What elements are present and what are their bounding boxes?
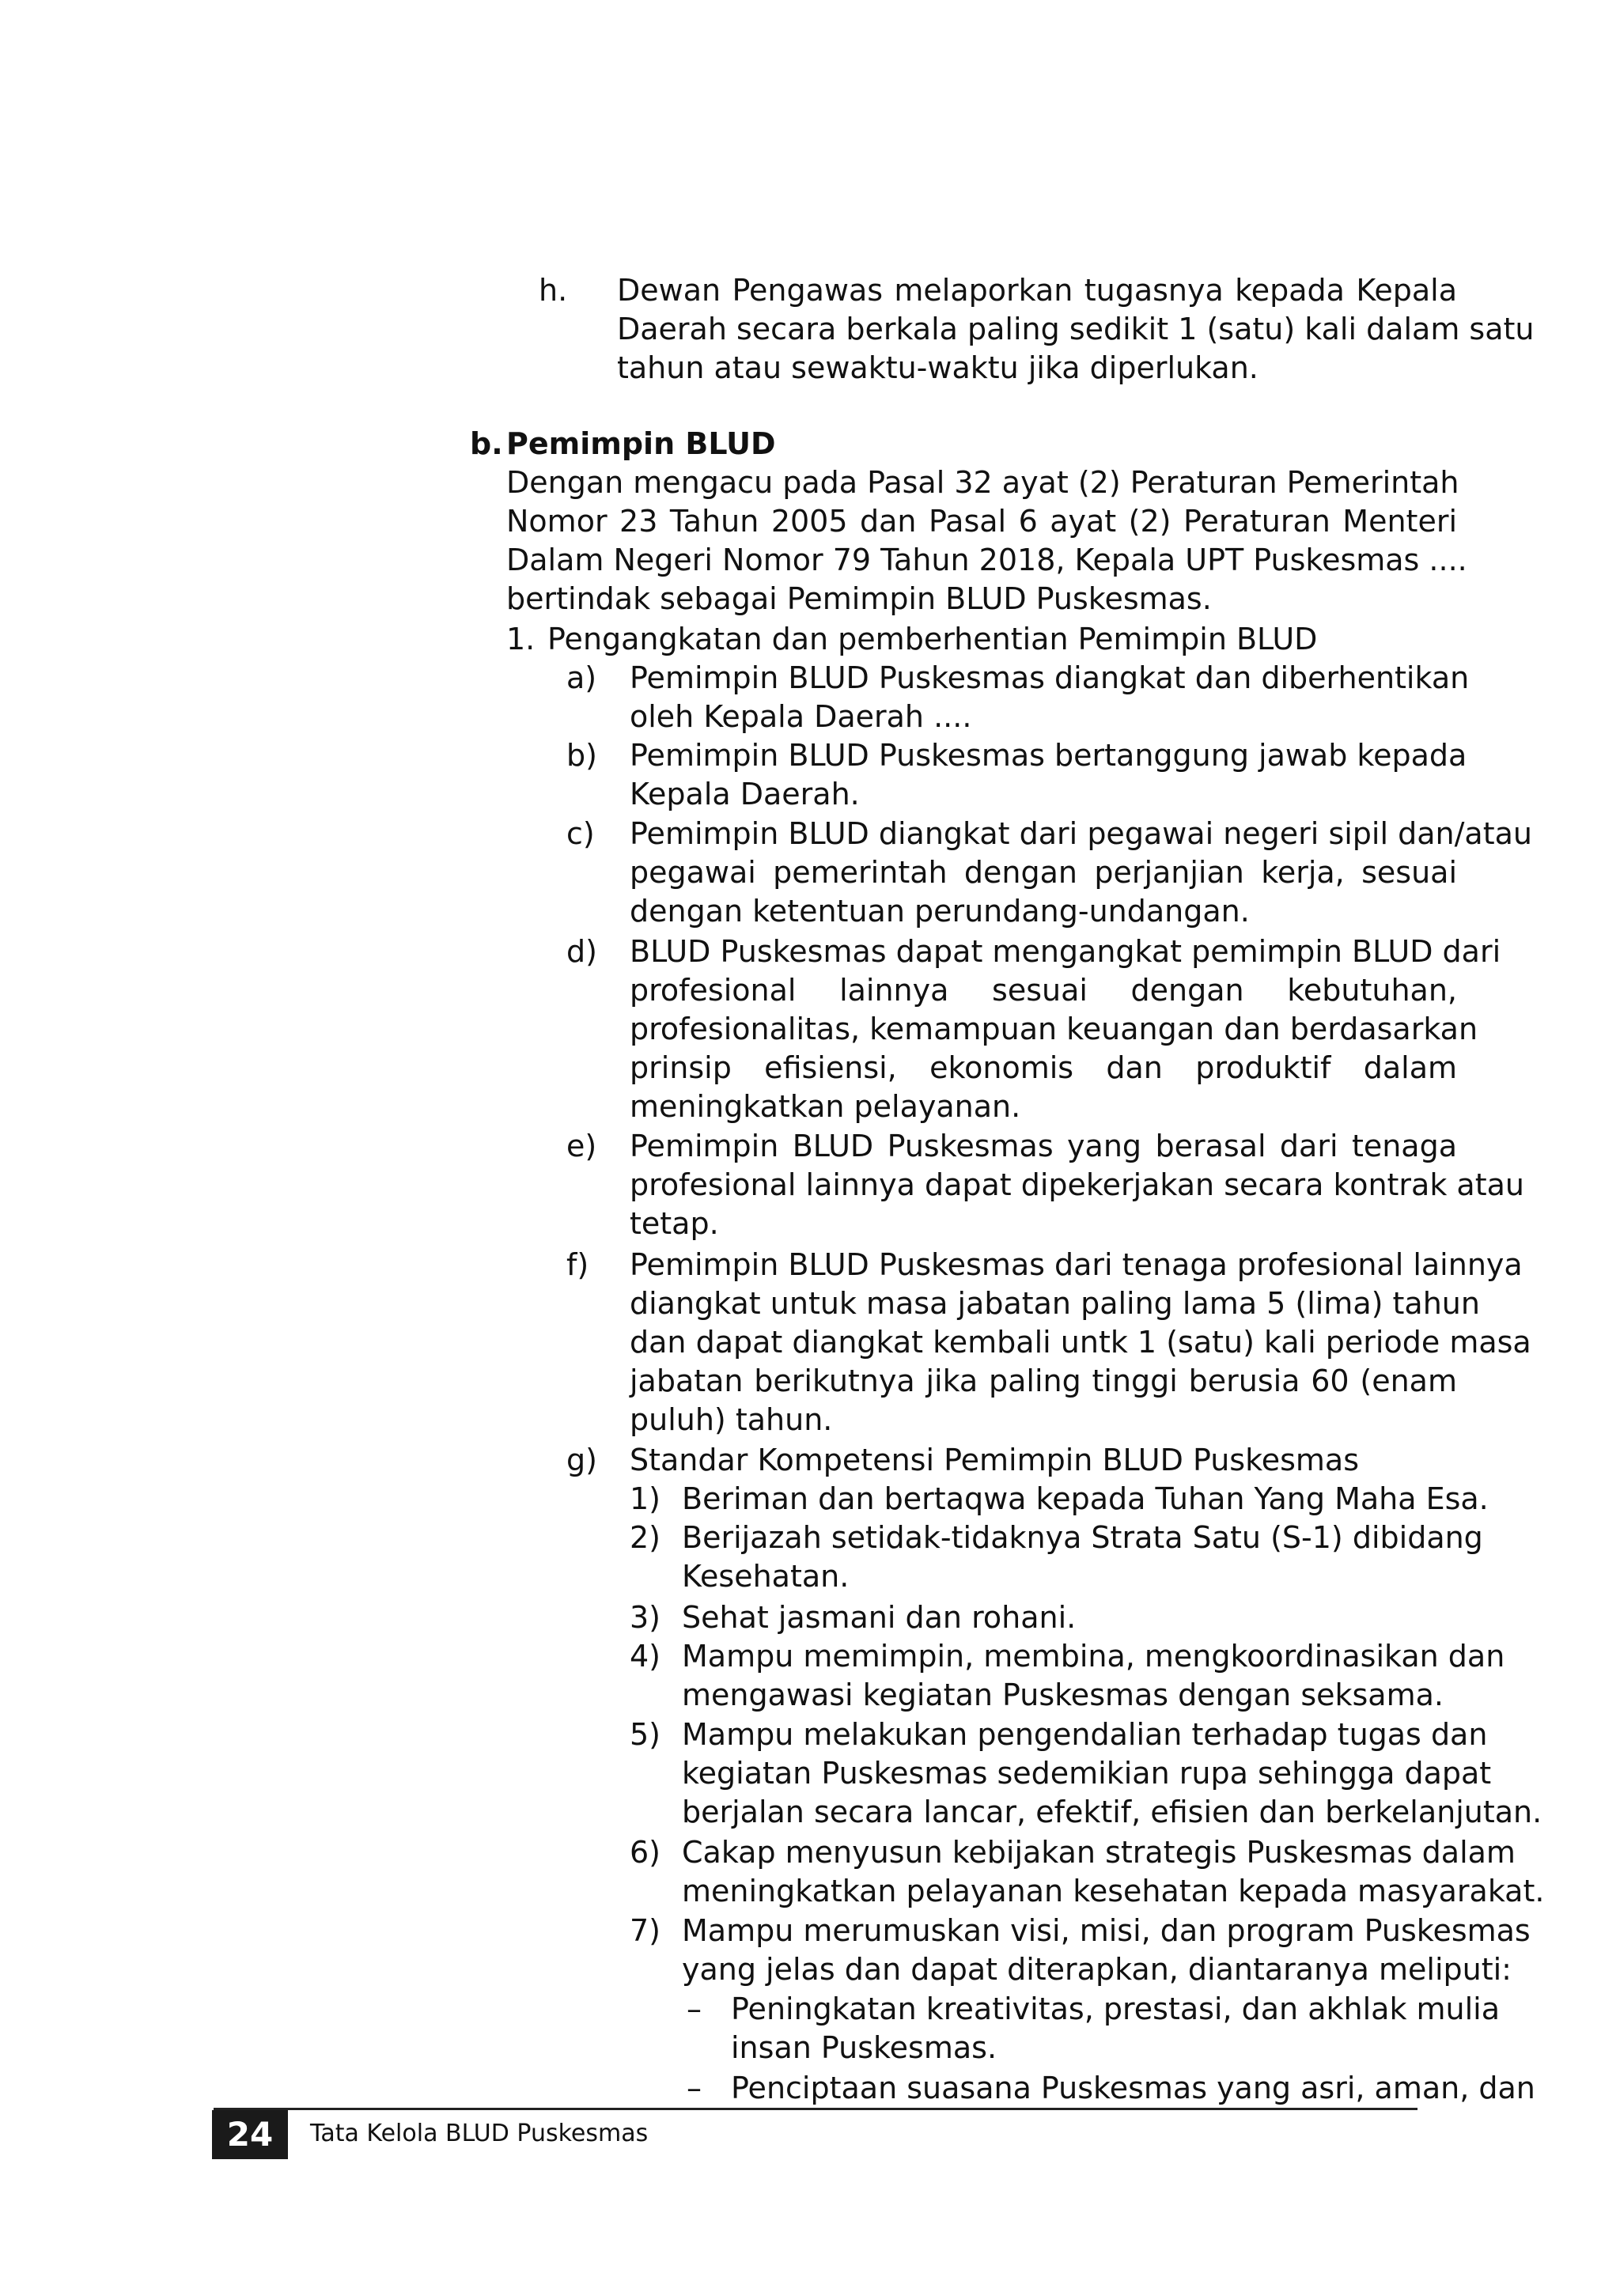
subitem-line: tetap.: [630, 1206, 719, 1241]
subitem-g-title: Standar Kompetensi Pemimpin BLUD Puskesmas: [630, 1443, 1360, 1477]
subitem-line: dan dapat diangkat kembali untk 1 (satu) kali periode masa: [630, 1325, 1531, 1360]
competency-5-marker: 5): [630, 1717, 661, 1752]
subitem-line: BLUD Puskesmas dapat mengangkat pemimpin BLUD dari: [630, 934, 1501, 969]
bullet-line: Peningkatan kreativitas, prestasi, dan akhlak mulia: [731, 1992, 1501, 2026]
subitem-line: Pemimpin BLUD Puskesmas yang berasal dari tenaga: [630, 1129, 1457, 1163]
subitem-line: pegawai pemerintah dengan perjanjian kerja, sesuai: [630, 855, 1457, 890]
bullet-item: [731, 2069, 1535, 2108]
competency-line: meningkatkan pelayanan kesehatan kepada masyarakat.: [682, 1874, 1545, 1908]
subitem-line: meningkatkan pelayanan.: [630, 1089, 1021, 1124]
competency-4-marker: 4): [630, 1639, 661, 1674]
bullet-line: insan Puskesmas.: [731, 2030, 997, 2065]
competency-2: [682, 1519, 1483, 1596]
subitem-line: Pemimpin BLUD Puskesmas diangkat dan diberhentikan: [630, 660, 1470, 695]
subitem-line: profesionalitas, kemampuan keuangan dan berdasarkan: [630, 1012, 1478, 1046]
competency-line: berjalan secara lancar, efektif, efisien dan berkelanjutan.: [682, 1795, 1542, 1829]
competency-3-text: Sehat jasmani dan rohani.: [682, 1600, 1077, 1635]
item-h-line: Daerah secara berkala paling sedikit 1 (satu) kali dalam satu: [617, 312, 1535, 346]
subitem-b-marker: b): [566, 738, 597, 773]
subitem-g-marker: g): [566, 1443, 597, 1477]
competency-line: Mampu merumuskan visi, misi, dan program Puskesmas: [682, 1913, 1531, 1948]
subitem-line: oleh Kepala Daerah ....: [630, 699, 972, 734]
subitem-f: [630, 1246, 1531, 1439]
subitem-d-marker: d): [566, 934, 597, 969]
competency-1-marker: 1): [630, 1481, 661, 1516]
competency-5: [682, 1715, 1542, 1832]
footer-rule: [214, 2108, 1418, 2110]
subitem-line: dengan ketentuan perundang-undangan.: [630, 894, 1250, 929]
section-b-heading: Pemimpin BLUD: [506, 426, 776, 461]
subitem-line: Pemimpin BLUD Puskesmas bertanggung jawab kepada: [630, 738, 1467, 773]
bullet-line: Penciptaan suasana Puskesmas yang asri, aman, dan: [731, 2071, 1535, 2105]
item-h-line: tahun atau sewaktu-waktu jika diperlukan.: [617, 350, 1259, 385]
competency-line: Mampu memimpin, membina, mengkoordinasikan dan: [682, 1639, 1505, 1674]
item-h-marker: h.: [539, 273, 568, 308]
page-number: 24: [212, 2110, 288, 2159]
subitem-line: puluh) tahun.: [630, 1402, 833, 1437]
subitem-line: Pemimpin BLUD diangkat dari pegawai negeri sipil dan/atau: [630, 816, 1532, 851]
subitem-e-marker: e): [566, 1129, 597, 1163]
subitem-f-marker: f): [566, 1247, 589, 1282]
subitem-line: profesional lainnya sesuai dengan kebutuhan,: [630, 973, 1457, 1008]
bullet-dash: –: [687, 2071, 702, 2105]
subitem-line: profesional lainnya dapat dipekerjakan secara kontrak atau: [630, 1167, 1524, 1202]
bullet-dash: –: [687, 1992, 702, 2026]
competency-6: [682, 1833, 1545, 1911]
section-b-marker: b.: [470, 426, 503, 461]
competency-6-marker: 6): [630, 1835, 661, 1870]
bullet-item: [731, 1990, 1501, 2067]
intro-line: Nomor 23 Tahun 2005 dan Pasal 6 ayat (2) Peraturan Menteri: [506, 504, 1457, 539]
subitem-a-marker: a): [566, 660, 597, 695]
competency-line: mengawasi kegiatan Puskesmas dengan seksama.: [682, 1678, 1444, 1712]
subitem-line: diangkat untuk masa jabatan paling lama 5 (lima) tahun: [630, 1286, 1480, 1321]
item-h-paragraph: [617, 271, 1535, 388]
competency-4: [682, 1637, 1505, 1715]
subitem-b: [630, 736, 1467, 814]
subitem-line: prinsip efisiensi, ekonomis dan produktif dalam: [630, 1050, 1457, 1085]
subitem-d: [630, 932, 1501, 1126]
competency-line: Mampu melakukan pengendalian terhadap tugas dan: [682, 1717, 1488, 1752]
competency-line: Cakap menyusun kebijakan strategis Puskesmas dalam: [682, 1835, 1516, 1870]
competency-line: Kesehatan.: [682, 1559, 850, 1594]
point-1-title: Pengangkatan dan pemberhentian Pemimpin BLUD: [547, 622, 1318, 656]
point-1-marker: 1.: [506, 622, 536, 656]
subitem-line: Pemimpin BLUD Puskesmas dari tenaga profesional lainnya: [630, 1247, 1523, 1282]
section-b-intro: [506, 463, 1467, 618]
footer-title: Tata Kelola BLUD Puskesmas: [310, 2120, 649, 2147]
intro-line: Dalam Negeri Nomor 79 Tahun 2018, Kepala UPT Puskesmas ....: [506, 543, 1467, 577]
intro-line: bertindak sebagai Pemimpin BLUD Puskesmas.: [506, 581, 1212, 616]
subitem-c: [630, 815, 1532, 931]
competency-3-marker: 3): [630, 1600, 661, 1635]
competency-line: Berijazah setidak-tidaknya Strata Satu (S-1) dibidang: [682, 1520, 1483, 1555]
subitem-c-marker: c): [566, 816, 595, 851]
competency-2-marker: 2): [630, 1520, 661, 1555]
subitem-line: Kepala Daerah.: [630, 777, 860, 811]
subitem-line: jabatan berikutnya jika paling tinggi berusia 60 (enam: [630, 1364, 1457, 1398]
competency-7-marker: 7): [630, 1913, 661, 1948]
subitem-e: [630, 1127, 1524, 1243]
competency-line: yang jelas dan dapat diterapkan, diantaranya meliputi:: [682, 1952, 1512, 1987]
intro-line: Dengan mengacu pada Pasal 32 ayat (2) Peraturan Pemerintah: [506, 465, 1459, 500]
competency-1-text: Beriman dan bertaqwa kepada Tuhan Yang Maha Esa.: [682, 1481, 1489, 1516]
subitem-a: [630, 659, 1470, 736]
item-h-line: Dewan Pengawas melaporkan tugasnya kepada Kepala: [617, 273, 1457, 308]
competency-7: [682, 1912, 1531, 1989]
competency-line: kegiatan Puskesmas sedemikian rupa sehingga dapat: [682, 1756, 1492, 1791]
